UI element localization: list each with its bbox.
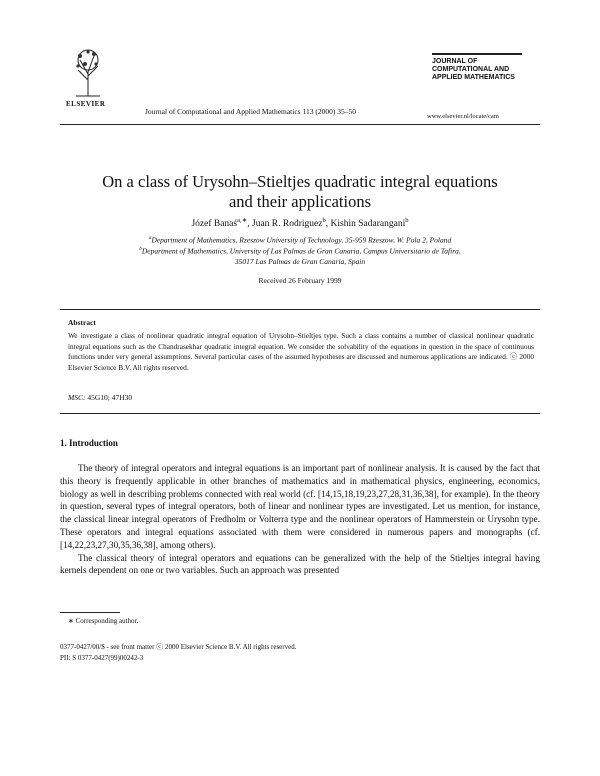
author-list: Józef Banaś$^{a,∗}$, Juan R. Rodriguez$^b$, Kishin Sadarangani$^b$ xyxy=(191,217,409,230)
footnote-rule xyxy=(60,612,120,613)
journal-title-line: JOURNAL OF xyxy=(432,58,478,65)
affiliation-a-text: Department of Mathematics, Rzeszow University of Technology, 35-959 Rzeszow, W. Pola 2, Poland xyxy=(151,235,452,245)
elsevier-logo xyxy=(68,46,108,98)
title-line-1: On a class of Urysohn–Stieltjes quadratic integral equations xyxy=(102,172,498,191)
paragraph: The classical theory of integral operators and equations can be generalized with the help of the Stieltjes integral having kernels dependent on one or two variables. Such an approach was presented xyxy=(60,552,540,576)
author-name: Juan R. Rodriguez xyxy=(252,219,323,230)
journal-title xyxy=(432,58,542,82)
publisher-name: ELSEVIER xyxy=(66,100,106,108)
affiliation-b: $^b$Department of Mathematics, University of Las Palmas de Gran Canaria, Campus Universitario de Tafira, 35017 Las Palmas de Gran Canaria, Spain xyxy=(139,246,461,266)
author-name: Józef Banaś xyxy=(191,219,238,230)
journal-title-line: COMPUTATIONAL AND xyxy=(432,66,510,73)
section-heading: 1. Introduction xyxy=(60,438,118,448)
received-date: Received 26 February 1999 xyxy=(258,276,342,285)
affiliation-b-text: Department of Mathematics, University of Las Palmas de Gran Canaria, Campus Universitario de Tafira, xyxy=(141,246,461,256)
article-title xyxy=(60,172,540,212)
abstract-text: We investigate a class of nonlinear quadratic integral equation of Urysohn–Stieltjes type. Such a class contains a number of classical nonlinear quadratic integral equations such as the Chandrasekhar quadratic integral equation. We consider the solvability of the equations in question in the space of continuous functions under very general assumptions. Several particular cases of the assumed hypotheses are discussed and numerous applications are indicated. ⓒ 2000 Elsevier Science B.V. All rights reserved. xyxy=(68,331,534,373)
journal-citation: Journal of Computational and Applied Mathematics 113 (2000) 35–50 xyxy=(145,107,356,116)
journal-url[interactable]: www.elsevier.nl/locate/cam xyxy=(427,113,499,120)
abstract-end-divider xyxy=(60,413,540,414)
body-text xyxy=(60,462,540,577)
footnote: ∗ Corresponding author. xyxy=(68,617,139,625)
msc-codes xyxy=(68,393,132,402)
abstract-divider xyxy=(60,309,540,310)
affiliation-a: $^a$Department of Mathematics, Rzeszow University of Technology, 35-959 Rzeszow, W. Pola 2, Poland xyxy=(148,235,452,245)
author-name: Kishin Sadarangani xyxy=(330,219,406,230)
journal-title-bar xyxy=(432,53,522,55)
msc-value: 45G10; 47H30 xyxy=(87,393,133,402)
msc-label: MSC: xyxy=(68,393,86,402)
affiliation-b-text-2: 35017 Las Palmas de Gran Canaria, Spain xyxy=(234,256,366,266)
author-affil-mark: a,∗ xyxy=(237,217,248,224)
journal-title-line: APPLIED MATHEMATICS xyxy=(432,74,515,81)
author-affil-mark: b xyxy=(322,217,326,224)
pii-line: PII: S 0377-0427(99)00242-3 xyxy=(60,654,144,662)
author-affil-mark: b xyxy=(405,217,409,224)
title-line-2: and their applications xyxy=(228,192,372,211)
paragraph: The theory of integral operators and integral equations is an important part of nonlinear analysis. It is caused by the fact that this theory is frequently applicable in other branches of mathematics and in mathematical physics, engineering, economics, biology as well in describing problems connected with real world (cf. [14,15,18,19,23,27,28,31,36,38], for example). In the theory in question, several types of integral operators, both of linear and nonlinear types are investigated. Let us mention, for instance, the classical linear integral operators of Fredholm or Volterra type and the nonlinear operators of Hammerstein or Urysohn type. These operators and integral equations associated with them were considered in numerous papers and monographs (cf. [14,22,23,27,30,35,36,38], among others). xyxy=(60,463,540,550)
abstract-heading: Abstract xyxy=(68,318,96,327)
copyright-line: 0377-0427/00/$ - see front matter ⓒ 2000 Elsevier Science B.V. All rights reserved. xyxy=(60,643,297,651)
header-divider xyxy=(60,124,540,125)
